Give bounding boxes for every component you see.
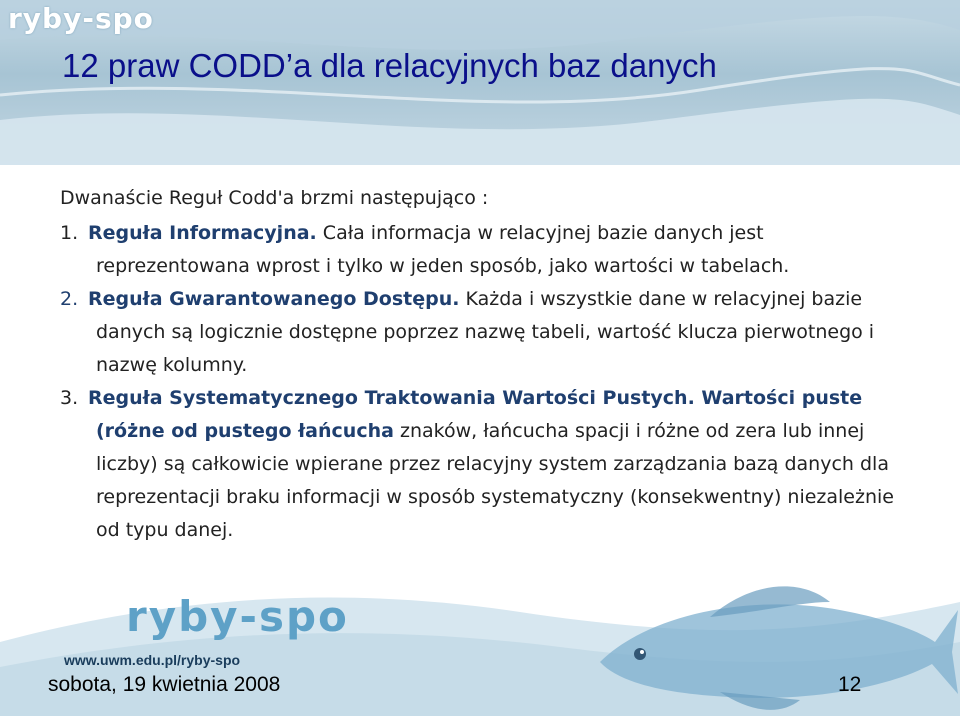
rule-1-text: Cała informacja w relacyjnej bazie danych jest reprezentowana wprost i tylko w jeden sposób, jako wartości w tabelach. <box>96 222 790 277</box>
rule-3-name: Reguła Systematycznego Traktowania Wartości Pustych. <box>88 387 695 409</box>
rule-1 <box>60 217 920 283</box>
rule-1-name: Reguła Informacyjna. <box>88 222 317 244</box>
rule-3-text: znaków, łańcucha spacji i różne od zera lub innej liczby) są całkowicie wpierane przez relacyjny system zarządzania bazą danych dla reprezentacji braku informacji w sposób systematyczny (konsekwentny) niezależnie od typu danej. <box>96 420 894 541</box>
rule-2 <box>60 283 920 382</box>
header-logo: ryby-spo <box>8 2 154 35</box>
rule-2-name: Reguła Gwarantowanego Dostępu. <box>88 288 460 310</box>
rule-2-text: Każda i wszystkie dane w relacyjnej bazie danych są logicznie dostępne poprzez nazwę tabeli, wartość klucza pierwotnego i nazwę kolumny. <box>96 288 875 376</box>
footer-date: sobota, 19 kwietnia 2008 <box>48 673 281 696</box>
fish-illustration <box>560 572 960 716</box>
slide-header <box>0 0 960 165</box>
rule-3 <box>60 382 920 547</box>
rule-3-bold-text: Wartości puste (różne od pustego łańcucha <box>96 387 863 442</box>
slide-footer <box>0 572 960 716</box>
slide-title: 12 praw CODD’a dla relacyjnych baz danych <box>62 47 717 84</box>
rule-1-number: 1. <box>60 222 79 244</box>
page-number: 12 <box>838 673 862 696</box>
intro-text: Dwanaście Reguł Codd'a brzmi następująco : <box>60 187 489 209</box>
footer-url[interactable]: www.uwm.edu.pl/ryby-spo <box>64 652 241 668</box>
rule-2-number: 2. <box>60 288 79 310</box>
slide-content <box>60 182 920 547</box>
footer-logo: ryby-spo <box>126 592 349 641</box>
rule-3-number: 3. <box>60 387 79 409</box>
